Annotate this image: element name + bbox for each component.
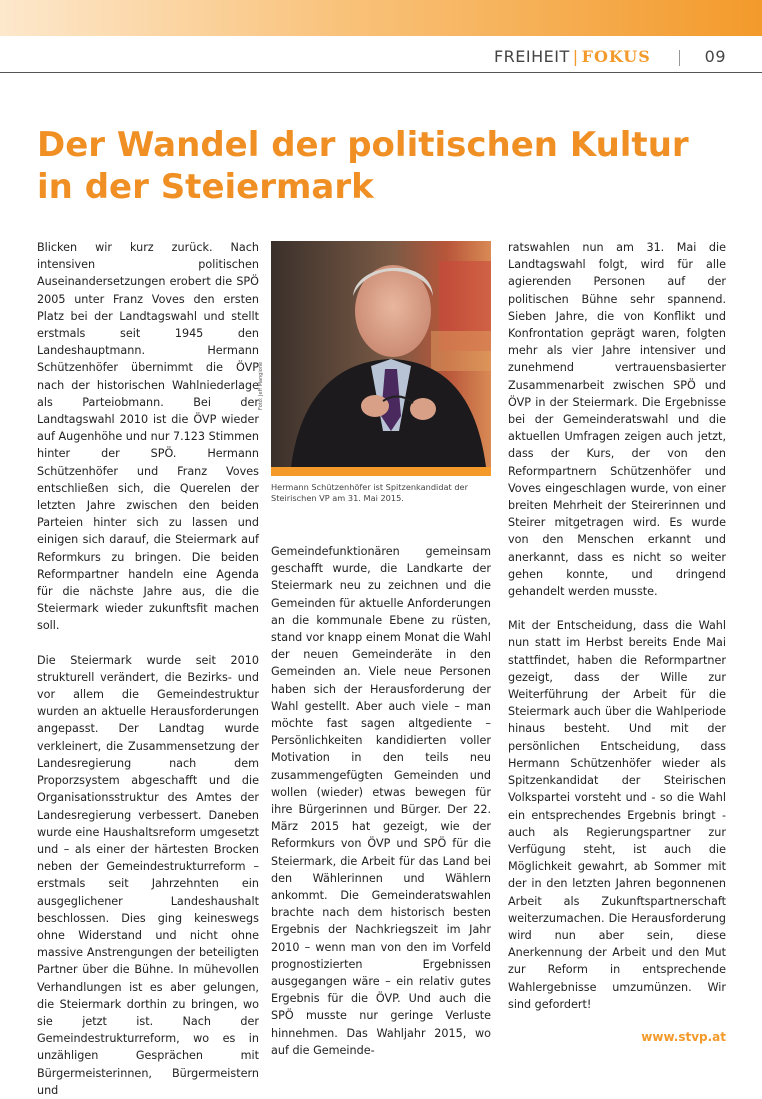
column-1 — [37, 239, 259, 1099]
photo-accent-strip — [271, 467, 491, 476]
photo-credit: Foto: Jeff Mangione — [258, 361, 264, 410]
portrait-image — [271, 241, 491, 467]
section-separator: | — [572, 46, 579, 66]
paragraph: Mit der Entscheidung, dass die Wahl nun statt im Herbst bereits Ende Mai stattfindet, haben die Reformpartner gezeigt, dass der Wille zur Weiterführung der Arbeit für die Steiermark auch über die Wahlperiode hinaus besteht. Und mit der persönlichen Entscheidung, dass Hermann Schützenhöfer wieder als Spitzenkandidat der Steirischen Volkspartei vorsteht und - so die Wahl ein entsprechendes Ergebnis bringt - auch als Regierungspartner zur Verfügung steht, ist auch die Möglichkeit gewahrt, ab Sommer mit der in den letzten Jahren begonnenen Arbeit als Zukunftspartnerschaft weiterzumachen. Die Herausforderung wird nun aber sein, diese Anerkennung der Arbeit und den Mut zur Reform in entsprechende Wahlergebnisse umzumünzen. Wir sind gefordert! — [508, 619, 726, 1011]
photo-caption: Hermann Schützenhöfer ist Spitzenkandidat der Steirischen VP am 31. Mai 2015. — [271, 482, 468, 503]
column-3 — [508, 239, 726, 1013]
paragraph: Die Steiermark wurde seit 2010 strukturell verändert, die Bezirks- und vor allem die Gemeindestruktur wurden an aktuelle Herausforderungen angepasst. Der Landtag wurde verkleinert, die Zusammensetzung der Landesregierung nach dem Proporzsystem abgeschafft und die Organisationsstruktur des Amtes der Landesregierung verbessert. Daneben wurde eine Haushaltsreform umgesetzt und – als einer der härtesten Brocken neben der Gemeindestrukturreform – erstmals seit Jahrzehnten ein ausgeglichener Landeshaushalt beschlossen. Dies ging keineswegs ohne Widerstand und nicht ohne massive Anstrengungen der beteiligten Partner über die Bühne. In mühevollen Verhandlungen ist es aber gelungen, die Steiermark dorthin zu bringen, wo sie jetzt ist. Nach der Gemeindestrukturreform, wo es in unzähligen Gesprächen mit Bürgermeisterinnen, Bürgermeistern und — [37, 653, 259, 1097]
column-2 — [271, 543, 491, 1059]
page-header — [494, 44, 726, 68]
title-line-2: in der Steiermark — [37, 167, 374, 207]
header-divider: | — [676, 46, 683, 66]
section-topic: FOKUS — [581, 46, 651, 66]
page-number: 09 — [704, 46, 726, 66]
paragraph: ratswahlen nun am 31. Mai die Landtagswahl folgt, wird für alle agierenden Personen auf der politischen Bühne sehr spannend. Sieben Jahre, die von Konflikt und Konfrontation geprägt waren, folgten mehr als vier Jahre intensiver und zunehmend vertrauensbasierter Zusammenarbeit zwischen SPÖ und ÖVP in der Steiermark. Die Ergebnisse bei der Gemeinderatswahl und die aktuellen Umfragen zeigen auch jetzt, dass der Kurs, der von den Reformpartnern Schützenhöfer und Voves eingeschlagen wurde, von einer breiten Mehrheit der Steirerinnen und Steirer mitgetragen wird. Es wurde von den Menschen erkannt und anerkannt, dass es nicht so weiter gehen konnte, und dringend gehandelt werden musste. — [508, 241, 726, 599]
paragraph: Blicken wir kurz zurück. Nach intensiven politischen Auseinandersetzungen erobert die SPÖ 2005 unter Franz Voves den ersten Platz bei der Landtagswahl und stellt erstmals seit 1945 den Landeshauptmann. Hermann Schützenhöfer übernimmt die ÖVP nach der historischen Wahlniederlage als Parteiobmann. Bei der Landtagswahl 2010 ist die ÖVP wieder auf Augenhöhe und nur 7.123 Stimmen hinter der SPÖ. Hermann Schützenhöfer und Franz Voves entschließen sich, die Querelen der letzten Jahre zwischen den beiden Parteien hinter sich zu lassen und einigen sich darauf, die Steiermark auf Reformkurs zu bringen. Die beiden Reformpartner handeln eine Agenda für die nächste Jahre aus, die die Steiermark wieder zukunftsfit machen soll. — [37, 241, 259, 633]
article-title — [37, 124, 737, 208]
portrait-photo — [271, 241, 491, 467]
footer-url[interactable]: www.stvp.at — [641, 1030, 726, 1044]
section-name: FREIHEIT — [493, 46, 570, 66]
header-rule — [0, 72, 762, 73]
top-accent-bar — [0, 0, 762, 36]
paragraph: Gemeindefunktionären gemeinsam geschafft wurde, die Landkarte der Steiermark neu zu zeichnen und die Gemeinden für aktuelle Anforderungen an die kommunale Ebene zu rüsten, stand vor knapp einem Monat die Wahl der neuen Gemeinderäte in den Gemeinden an. Viele neue Personen haben sich der Herausforderung der Wahl gestellt. Aber auch viele – man möchte fast sagen altgediente – Persönlichkeiten kandidierten voller Motivation in den teils neu zusammengefügten Gemeinden und wollen (wieder) etwas bewegen für ihre Bürgerinnen und Bürger. Der 22. März 2015 hat gezeigt, wie der Reformkurs von ÖVP und SPÖ für die Steiermark, die Arbeit für das Land bei den Wählerinnen und Wählern ankommt. Die Gemeinderatswahlen brachte nach dem historisch besten Ergebnis der Nachkriegszeit im Jahr 2010 – wenn man von den im Vorfeld prognostizierten Ergebnissen ausgegangen wäre – ein relativ gutes Ergebnis für die ÖVP. Und auch die SPÖ musste nur geringe Verluste hinnehmen. Das Wahljahr 2015, wo auf die Gemeinde- — [271, 545, 491, 1057]
title-line-1: Der Wandel der politischen Kultur — [37, 125, 689, 165]
